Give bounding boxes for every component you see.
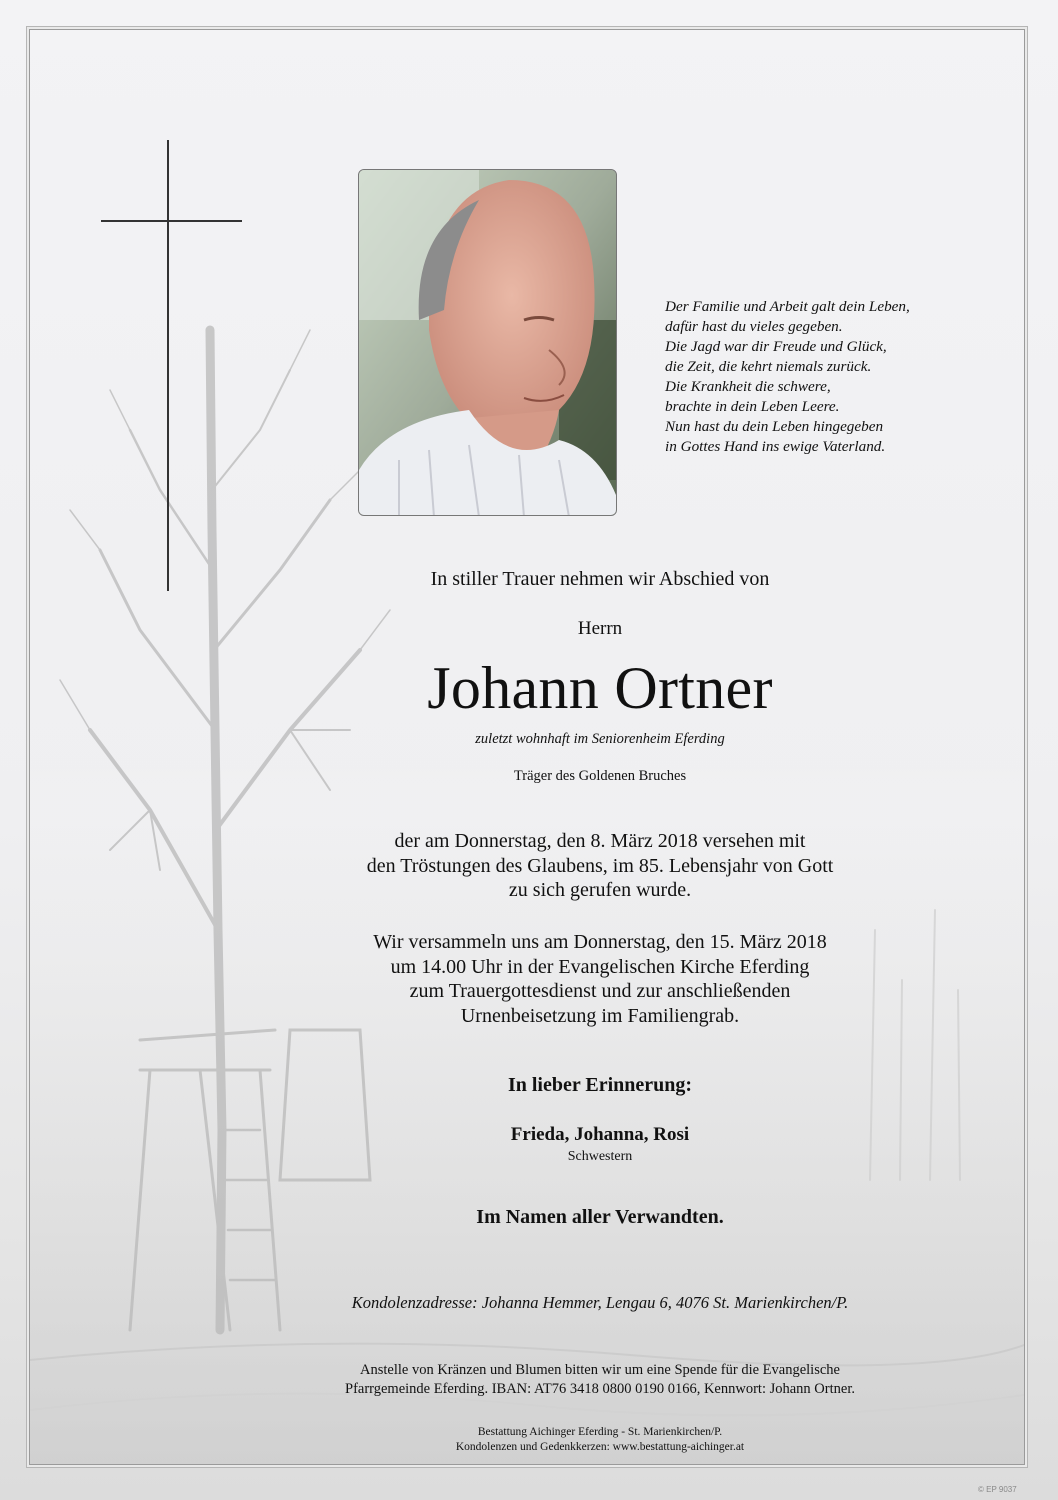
condolence-address: Kondolenzadresse: Johanna Hemmer, Lengau 6, 4076 St. Marienkirchen/P. — [351, 1293, 849, 1312]
honor-line: Träger des Goldenen Bruches — [513, 768, 687, 784]
poem-line: brachte in dein Leben Leere. — [665, 398, 840, 415]
salutation: Herrn — [577, 618, 623, 639]
mourners-names: Frieda, Johanna, Rosi — [510, 1124, 690, 1145]
death-notice — [300, 829, 900, 903]
funeral-notice-line: Urnenbeisetzung im Familiengrab. — [460, 1004, 740, 1027]
undertaker-line: Kondolenzen und Gedenkkerzen: www.bestattung-aichinger.at — [455, 1441, 745, 1453]
donation-line: Anstelle von Kränzen und Blumen bitten wir um eine Spende für die Evangelische — [360, 1362, 840, 1378]
cross-horizontal-beam — [101, 220, 242, 222]
poem-line: dafür hast du vieles gegeben. — [665, 318, 843, 335]
poem-line: die Zeit, die kehrt niemals zurück. — [665, 358, 872, 375]
donation-request — [250, 1361, 950, 1398]
residence-line: zuletzt wohnhaft im Seniorenheim Eferding — [475, 731, 725, 747]
intro-text: In stiller Trauer nehmen wir Abschied von — [430, 568, 770, 590]
undertaker-line: Bestattung Aichinger Eferding - St. Marienkirchen/P. — [477, 1426, 723, 1438]
poem-line: in Gottes Hand ins ewige Vaterland. — [665, 438, 886, 455]
death-notice-line: zu sich gerufen wurde. — [508, 879, 692, 901]
funeral-notice-line: um 14.00 Uhr in der Evangelischen Kirche Eferding — [390, 955, 810, 978]
cross-vertical-beam — [167, 140, 169, 591]
poem-line: Die Krankheit die schwere, — [665, 378, 831, 395]
poem-line: Die Jagd war dir Freude und Glück, — [665, 338, 887, 355]
poem-line: Nun hast du dein Leben hingegeben — [665, 418, 884, 435]
undertaker-info — [300, 1425, 900, 1455]
funeral-notice-line: zum Trauergottesdienst und zur anschließenden — [409, 980, 791, 1002]
memorial-poem — [665, 297, 1005, 457]
death-notice-line: der am Donnerstag, den 8. März 2018 versehen mit — [394, 830, 806, 852]
funeral-notice-line: Wir versammeln uns am Donnerstag, den 15. März 2018 — [373, 931, 827, 953]
memory-heading: In lieber Erinnerung: — [507, 1074, 693, 1096]
donation-line: Pfarrgemeinde Eferding. IBAN: AT76 3418 0800 0190 0166, Kennwort: Johann Ortner. — [345, 1380, 855, 1397]
portrait-photo — [358, 169, 617, 516]
death-notice-line: den Tröstungen des Glaubens, im 85. Lebensjahr von Gott — [366, 854, 834, 877]
family-line: Im Namen aller Verwandten. — [476, 1206, 724, 1228]
funeral-notice — [300, 930, 900, 1028]
mourners-role: Schwestern — [567, 1149, 633, 1164]
deceased-name: Johann Ortner — [427, 655, 773, 721]
poem-line: Der Familie und Arbeit galt dein Leben, — [665, 298, 910, 315]
print-code: © EP 9037 — [978, 1485, 1017, 1494]
